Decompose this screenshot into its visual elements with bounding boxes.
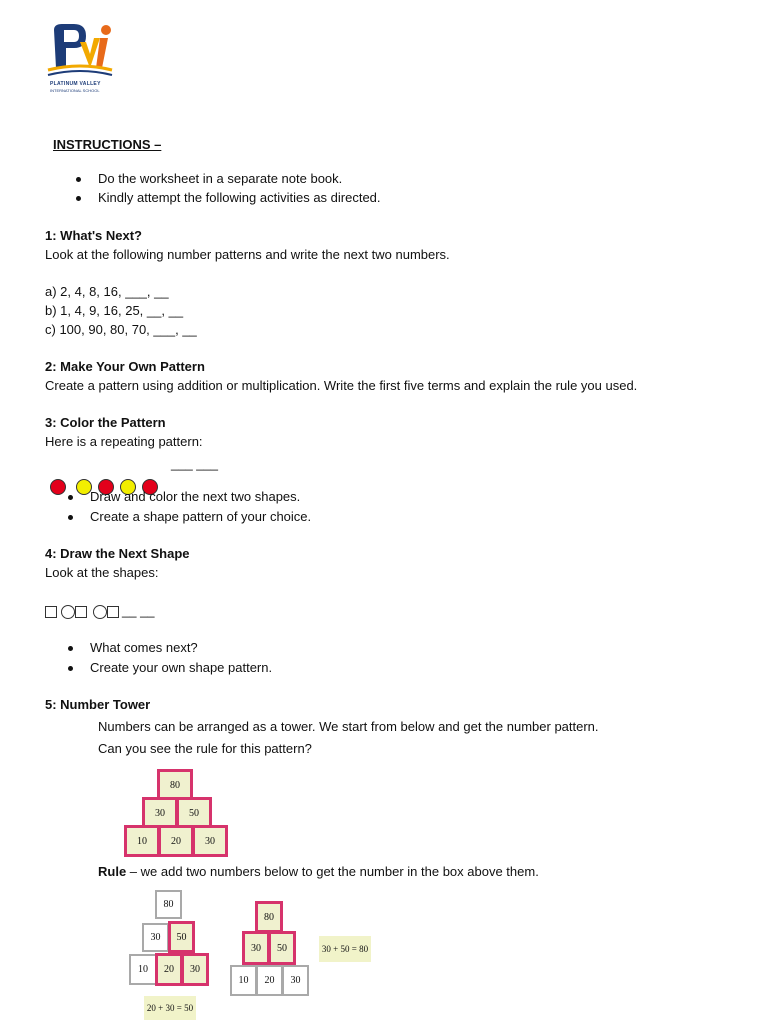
tower-box-top: 80 (157, 769, 193, 801)
section4-item: Create your own shape pattern. (90, 660, 273, 675)
section5-title: 5: Number Tower (45, 697, 151, 712)
tower-box-mid-left: 30 (142, 797, 178, 829)
section2-title: 2: Make Your Own Pattern (45, 359, 205, 374)
logo-emblem-icon (44, 20, 116, 80)
tower-box-mid-right: 50 (176, 797, 212, 829)
section4-title: 4: Draw the Next Shape (45, 546, 190, 561)
sum-note-right: 30 + 50 = 80 (319, 936, 371, 962)
section3-blanks: ___ ___ (171, 456, 218, 471)
tower-box-mid-right: 50 (168, 921, 195, 953)
school-logo (44, 20, 116, 96)
tower-box-bottom-mid: 20 (256, 965, 283, 996)
rule-label: Rule (98, 864, 127, 879)
sum-note-left: 20 + 30 = 50 (144, 996, 196, 1020)
tower-box-bottom-left: 10 (124, 825, 160, 857)
tower-box-top: 80 (155, 890, 182, 919)
square-icon (45, 606, 57, 618)
tower-box-bottom-left: 10 (230, 965, 257, 996)
section1-desc: Look at the following number patterns and write the next two numbers. (45, 247, 450, 262)
pattern-c: c) 100, 90, 80, 70, ___, __ (45, 322, 197, 337)
pattern-b: b) 1, 4, 9, 16, 25, __, __ (45, 303, 184, 318)
tower-box-bottom-mid: 20 (155, 953, 183, 986)
section3-desc: Here is a repeating pattern: (45, 434, 203, 449)
section3-title: 3: Color the Pattern (45, 415, 166, 430)
section2-desc: Create a pattern using addition or multiplication. Write the first five terms and explain the rule you used. (45, 378, 638, 393)
circle-icon (61, 605, 75, 619)
square-icon (107, 606, 119, 618)
instruction-item: Kindly attempt the following activities as directed. (98, 190, 381, 205)
section5-line1: Numbers can be arranged as a tower. We start from below and get the number pattern. (98, 719, 599, 734)
section1-title: 1: What's Next? (45, 228, 142, 243)
rule-text: – we add two numbers below to get the number in the box above them. (126, 864, 539, 879)
school-name-line1: PLATINUM VALLEY (50, 81, 101, 87)
instruction-item: Do the worksheet in a separate note book. (98, 171, 343, 186)
instructions-heading: INSTRUCTIONS – (53, 137, 162, 152)
tower-box-mid-right: 50 (268, 931, 296, 965)
tower-box-bottom-left: 10 (129, 954, 157, 985)
tower-box-bottom-mid: 20 (158, 825, 194, 857)
rule-line (98, 864, 539, 880)
school-name-line2: INTERNATIONAL SCHOOL (50, 88, 100, 93)
red-circle-icon (50, 479, 66, 495)
tower-box-top: 80 (255, 901, 283, 933)
section5-line2: Can you see the rule for this pattern? (98, 741, 312, 756)
pattern-a: a) 2, 4, 8, 16, ___, __ (45, 284, 169, 299)
section3-item: Create a shape pattern of your choice. (90, 509, 312, 524)
tower-box-mid-left: 30 (242, 931, 270, 965)
tower-box-bottom-right: 30 (181, 953, 209, 986)
tower-box-bottom-right: 30 (192, 825, 228, 857)
section4-desc: Look at the shapes: (45, 565, 159, 580)
tower-box-mid-left: 30 (142, 923, 169, 952)
section4-item: What comes next? (90, 640, 198, 655)
tower-box-bottom-right: 30 (282, 965, 309, 996)
circle-icon (93, 605, 107, 619)
square-icon (75, 606, 87, 618)
section4-blanks: __ __ (122, 603, 155, 618)
section3-item: Draw and color the next two shapes. (90, 489, 301, 504)
